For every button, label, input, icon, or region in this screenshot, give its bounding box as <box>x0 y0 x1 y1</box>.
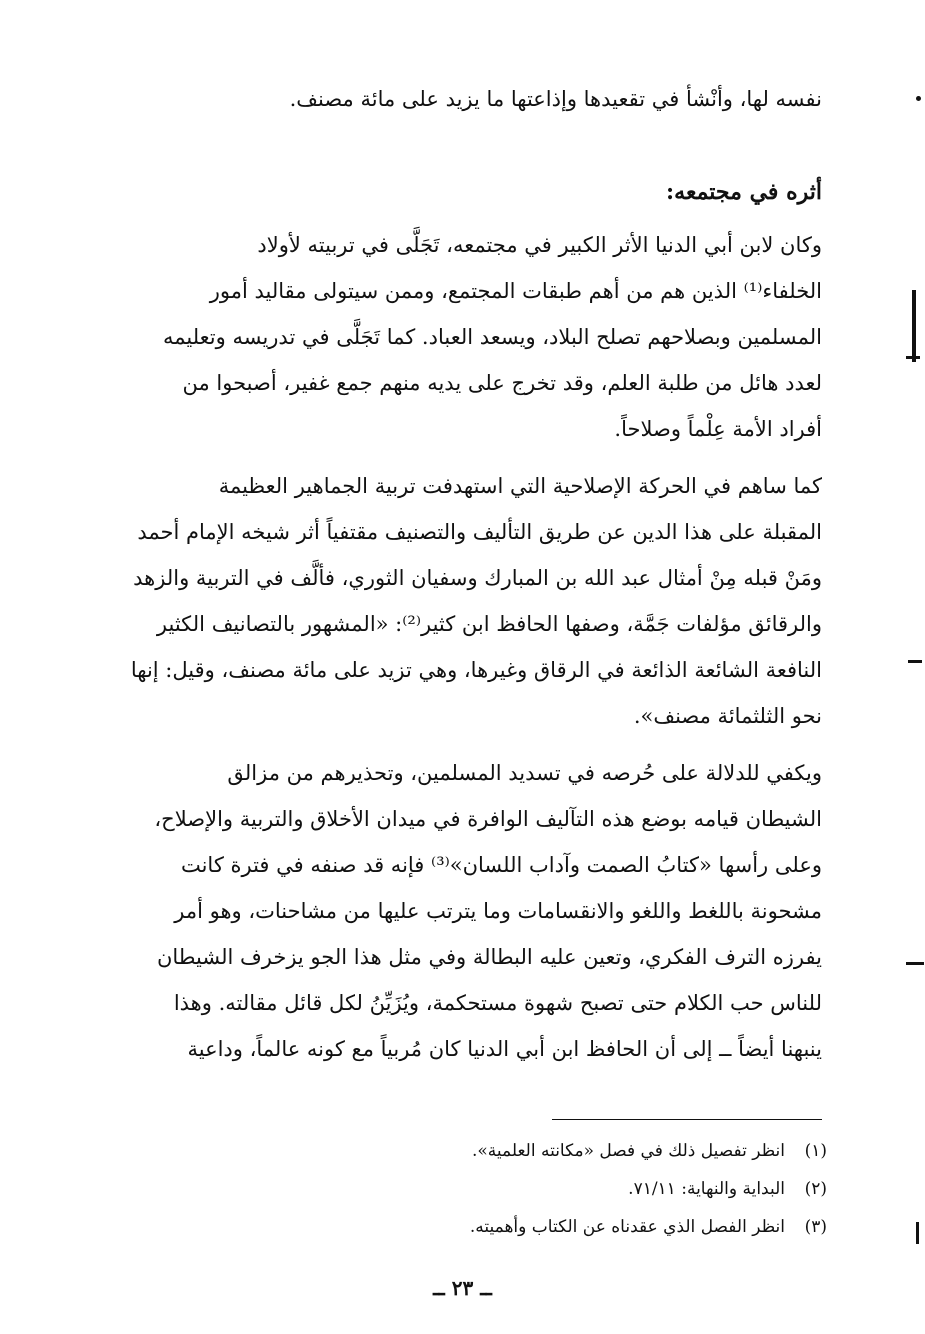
text-line: مشحونة باللغط واللغو والانقسامات وما يترتب عليها من مشاحنات، وهو أمر <box>174 899 822 923</box>
scan-mark <box>906 356 920 359</box>
scan-mark <box>916 96 921 101</box>
footnotes <box>300 1132 827 1246</box>
text-line: لعدد هائل من طلبة العلم، وقد تخرج على يديه منهم جمع غفير، أصبحوا من <box>182 371 822 395</box>
text-line: والرقائق مؤلفات جَمَّة، وصفها الحافظ ابن كثير⁽²⁾: «المشهور بالتصانيف الكثير <box>156 612 822 636</box>
text-line: أفراد الأمة عِلْماً وصلاحاً. <box>614 417 822 441</box>
text-line: الشيطان قيامه بوضع هذه التآليف الوافرة في ميدان الأخلاق والتربية والإصلاح، <box>154 807 822 831</box>
text-line: للناس حب الكلام حتى تصبح شهوة مستحكمة، ويُزَيِّنُ لكل قائل مقالته. وهذا <box>173 991 822 1015</box>
scan-mark <box>912 290 916 362</box>
footnote-text: انظر تفصيل ذلك في فصل «مكانته العلمية». <box>471 1141 785 1161</box>
text-line: كما ساهم في الحركة الإصلاحية التي استهدفت تربية الجماهير العظيمة <box>218 474 822 498</box>
intro-line <box>78 76 822 122</box>
footnote-item <box>300 1132 827 1170</box>
scan-mark <box>908 660 922 663</box>
footnote-text: البداية والنهاية: ٧١/١١. <box>628 1179 785 1199</box>
footnote-separator <box>552 1119 822 1120</box>
paragraph-1 <box>78 222 822 452</box>
text-line: وعلى رأسها «كتابُ الصمت وآداب اللسان»⁽³⁾ فإنه قد صنفه في فترة كانت <box>180 853 822 877</box>
text-line: يفرزه الترف الفكري، وتعين عليه البطالة وفي مثل هذا الجو يزخرف الشيطان <box>156 945 822 969</box>
paragraph-3 <box>78 750 822 1072</box>
section-heading: أثره في مجتمعه: <box>666 179 822 205</box>
page-number: ــ ٢٣ ــ <box>433 1276 492 1300</box>
footnote-item <box>300 1208 827 1246</box>
text-line: نفسه لها، وأنْشأ في تقعيدها وإذاعتها ما يزيد على مائة مصنف. <box>289 87 822 111</box>
text-line: ومَنْ قبله مِنْ أمثال عبد الله بن المبارك وسفيان الثوري، فألَّف في التربية والزهد <box>133 566 822 590</box>
scan-mark <box>906 962 924 965</box>
footnote-number: (٣) <box>804 1217 827 1237</box>
text-line: نحو الثلثمائة مصنف». <box>633 704 822 728</box>
text-line: ويكفي للدلالة على حُرصه في تسديد المسلمين، وتحذيرهم من مزالق <box>227 761 822 785</box>
text-line: المقبلة على هذا الدين عن طريق التأليف والتصنيف مقتفياً أثر شيخه الإمام أحمد <box>137 520 822 544</box>
footnote-item <box>300 1170 827 1208</box>
paragraph-2 <box>78 463 822 739</box>
footnote-number: (٢) <box>804 1179 827 1199</box>
text-line: الخلفاء⁽¹⁾ الذين هم من أهم طبقات المجتمع، وممن سيتولى مقاليد أمور <box>209 279 822 303</box>
text-line: النافعة الشائعة الذائعة في الرقاق وغيرها، وهي تزيد على مائة مصنف، وقيل: إنها <box>130 658 822 682</box>
footnote-number: (١) <box>804 1141 827 1161</box>
text-line: المسلمين وبصلاحهم تصلح البلاد، ويسعد العباد. كما تَجَلَّى في تدريسه وتعليمه <box>162 325 822 349</box>
footnote-text: انظر الفصل الذي عقدناه عن الكتاب وأهميته. <box>469 1217 785 1237</box>
text-line: وكان لابن أبي الدنيا الأثر الكبير في مجتمعه، تَجَلَّى في تربيته لأولاد <box>257 233 822 257</box>
text-line: ينبهنا أيضاً ــ إلى أن الحافظ ابن أبي الدنيا كان مُربياً مع كونه عالماً، وداعية <box>187 1037 822 1061</box>
scan-mark <box>916 1222 919 1244</box>
